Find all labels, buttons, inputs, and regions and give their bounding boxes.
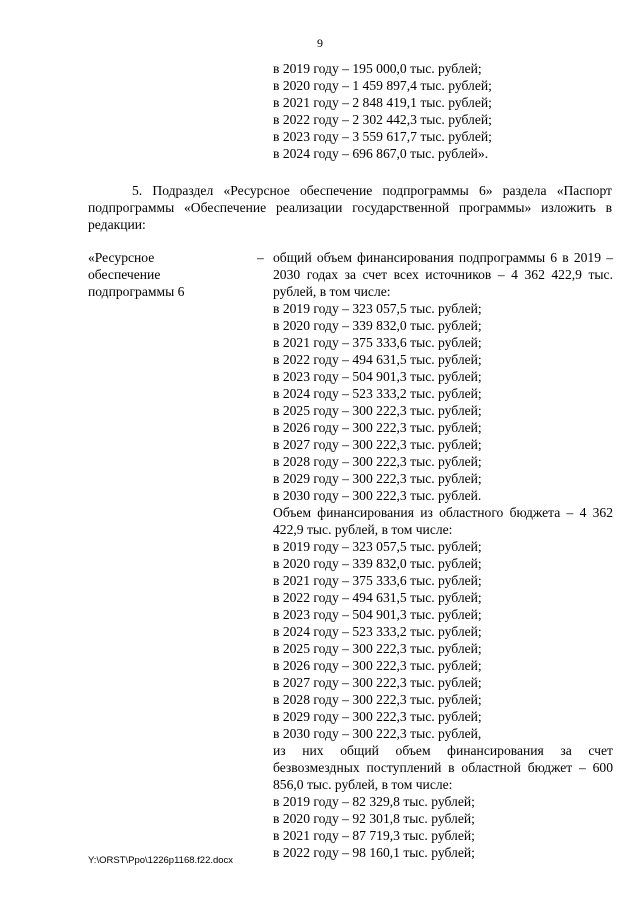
list-item: в 2022 году – 2 302 442,3 тыс. рублей;	[273, 112, 492, 127]
amendment-paragraph: 5. Подраздел «Ресурсное обеспечение подпрограммы 6» раздела «Паспорт подпрограммы «Обеспечение реализации государственной программы» изложить в редакции:	[88, 183, 612, 232]
resource-label-line: «Ресурсное	[88, 250, 155, 265]
list-item: в 2023 году – 3 559 617,7 тыс. рублей;	[273, 129, 492, 144]
list-item: в 2020 году – 92 301,8 тыс. рублей;	[273, 811, 475, 826]
list-item: в 2021 году – 375 333,6 тыс. рублей;	[273, 335, 482, 350]
list-item: в 2022 году – 494 631,5 тыс. рублей;	[273, 352, 482, 367]
list-item: в 2030 году – 300 222,3 тыс. рублей.	[273, 488, 482, 503]
list-item: в 2030 году – 300 222,3 тыс. рублей,	[273, 726, 482, 741]
resource-label-line: подпрограммы 6	[88, 284, 185, 299]
list-item: в 2024 году – 696 867,0 тыс. рублей».	[273, 146, 489, 161]
list-item: в 2024 году – 523 333,2 тыс. рублей;	[273, 624, 482, 639]
list-item: в 2027 году – 300 222,3 тыс. рублей;	[273, 437, 482, 452]
grant-intro: из них общий объем финансирования за счет безвозмездных поступлений в областной бюджет – 600 856,0 тыс. рублей, в том числе:	[273, 743, 613, 792]
list-item: в 2019 году – 195 000,0 тыс. рублей;	[273, 61, 482, 76]
list-item: в 2019 году – 323 057,5 тыс. рублей;	[273, 301, 482, 316]
regional-years-list	[273, 538, 613, 742]
list-item: в 2029 году – 300 222,3 тыс. рублей;	[273, 709, 482, 724]
resource-label-line: обеспечение	[88, 267, 161, 282]
top-funding-list	[273, 60, 613, 162]
grant-years-list	[273, 793, 613, 861]
list-item: в 2028 году – 300 222,3 тыс. рублей;	[273, 454, 482, 469]
list-item: в 2023 году – 504 901,3 тыс. рублей;	[273, 607, 482, 622]
list-item: в 2020 году – 339 832,0 тыс. рублей;	[273, 318, 482, 333]
total-years-list	[273, 300, 613, 504]
list-item: в 2023 году – 504 901,3 тыс. рублей;	[273, 369, 482, 384]
list-item: в 2022 году – 98 160,1 тыс. рублей;	[273, 845, 475, 860]
list-item: в 2029 году – 300 222,3 тыс. рублей;	[273, 471, 482, 486]
list-item: в 2022 году – 494 631,5 тыс. рублей;	[273, 590, 482, 605]
list-item: в 2026 году – 300 222,3 тыс. рублей;	[273, 658, 482, 673]
list-item: в 2019 году – 82 329,8 тыс. рублей;	[273, 794, 475, 809]
list-item: в 2021 году – 375 333,6 тыс. рублей;	[273, 573, 482, 588]
list-item: в 2021 году – 87 719,3 тыс. рублей;	[273, 828, 475, 843]
total-intro: общий объем финансирования подпрограммы 6 в 2019 – 2030 годах за счет всех источников – 4 362 422,9 тыс. рублей, в том числе:	[273, 250, 613, 299]
list-item: в 2025 году – 300 222,3 тыс. рублей;	[273, 641, 482, 656]
page-number: 9	[317, 36, 323, 50]
list-item: в 2019 году – 323 057,5 тыс. рублей;	[273, 539, 482, 554]
file-path-footer: Y:\ORST\Ppo\1226p1168.f22.docx	[88, 855, 234, 866]
list-item: в 2024 году – 523 333,2 тыс. рублей;	[273, 386, 482, 401]
dash-separator: –	[257, 250, 264, 265]
list-item: в 2027 году – 300 222,3 тыс. рублей;	[273, 675, 482, 690]
regional-intro: Объем финансирования из областного бюджета – 4 362 422,9 тыс. рублей, в том числе:	[273, 505, 613, 537]
list-item: в 2020 году – 339 832,0 тыс. рублей;	[273, 556, 482, 571]
resource-description	[273, 249, 613, 861]
list-item: в 2020 году – 1 459 897,4 тыс. рублей;	[273, 78, 492, 93]
list-item: в 2026 году – 300 222,3 тыс. рублей;	[273, 420, 482, 435]
list-item: в 2028 году – 300 222,3 тыс. рублей;	[273, 692, 482, 707]
list-item: в 2021 году – 2 848 419,1 тыс. рублей;	[273, 95, 492, 110]
list-item: в 2025 году – 300 222,3 тыс. рублей;	[273, 403, 482, 418]
resource-label	[88, 249, 268, 300]
